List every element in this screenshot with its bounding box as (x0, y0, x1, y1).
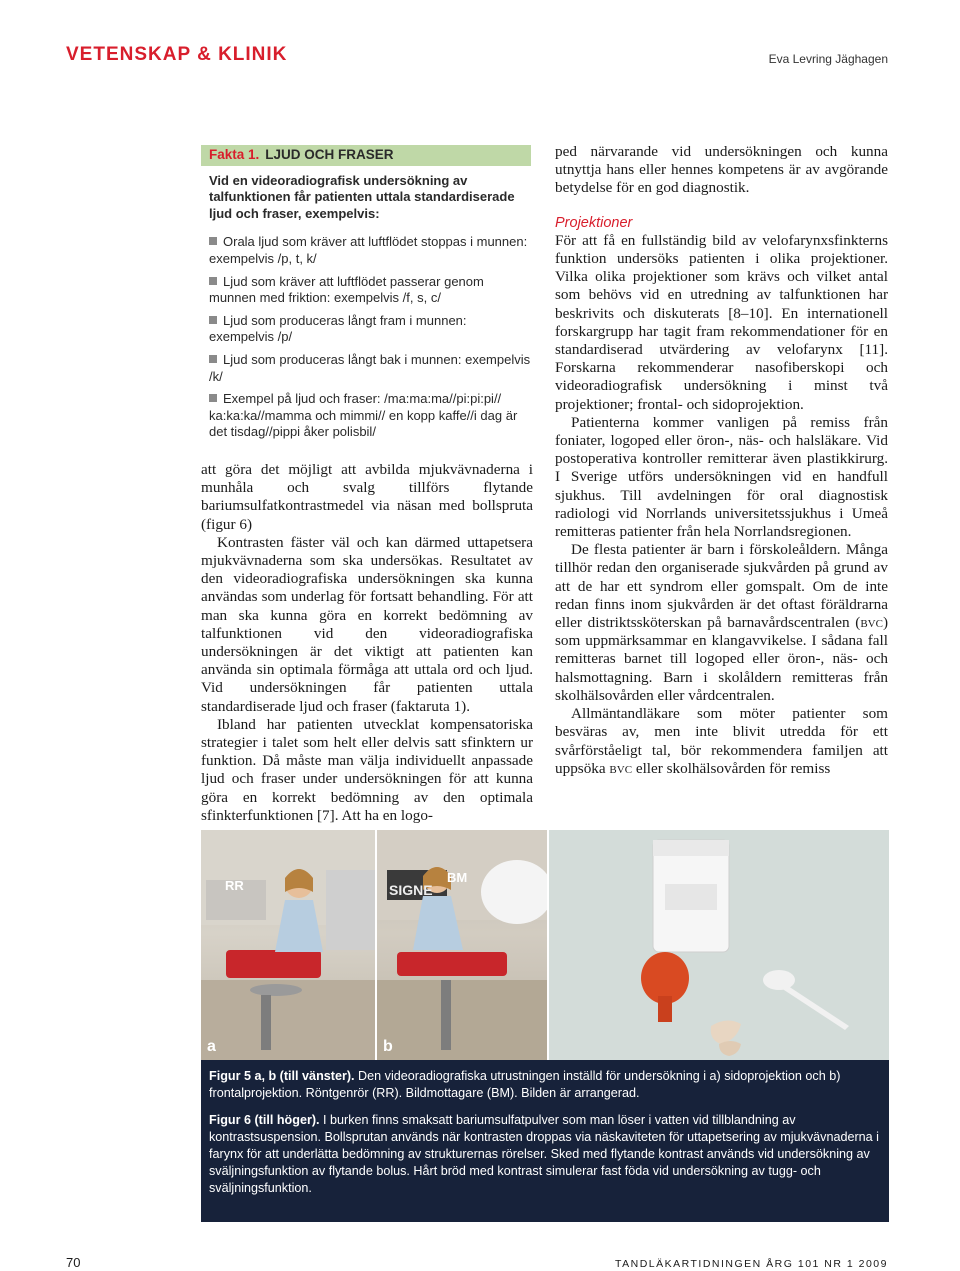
figure-area (201, 830, 889, 1222)
photo-side-projection-illustration (201, 830, 375, 1060)
list-item: Ljud som kräver att luftflödet passerar genom munnen med friktion: exempelvis /f, s, c/ (209, 273, 484, 306)
photo-contrast-materials (549, 830, 889, 1060)
body-column-left (201, 461, 533, 825)
photo-side-projection (201, 830, 375, 1060)
fact-box (201, 145, 531, 447)
section-title: VETENSKAP & KLINIK (66, 44, 288, 65)
list-item: Exempel på ljud och fraser: /ma:ma:ma//pi:pi:pi// ka:ka:ka//mamma och mimmi// en kopp kaffe//i dag är det tisdag//pippi åker polisbil/ (209, 391, 518, 440)
paragraph: Kontrasten fäster väl och kan därmed uttapetsera mjukvävnaderna som ska undersökas. Resultatet av den videoradiografiska undersökningen ska kunna användas som underlag för fortsatt behandling. För att man ska kunna göra en korrekt bedömning av talfunktionen vid den videoradiografiska undersökningen är det viktigt att patienten kan använda sin optimala förmåga att uttala ord och ljud. Vid undersökningen får patienten uttala standardiserade ljud och fraser (faktaruta 1). (201, 533, 533, 715)
label-bm: BM (447, 870, 468, 885)
figure-captions (201, 1060, 889, 1222)
list-item: Orala ljud som kräver att luftflödet stoppas i munnen: exempelvis /p, t, k/ (209, 234, 528, 266)
panel-letter-a: a (207, 1038, 216, 1055)
photo-contrast-materials-illustration (549, 830, 889, 1060)
bullet-square-icon (209, 355, 217, 363)
bullet-square-icon (209, 316, 217, 324)
panel-letter-b: b (383, 1038, 393, 1055)
fact-box-header (201, 145, 531, 166)
list-item: Ljud som produceras långt fram i munnen: exempelvis /p/ (209, 312, 467, 345)
abbreviation: bvc (860, 614, 883, 632)
bullet-square-icon (209, 277, 217, 285)
photo-front-projection (377, 830, 547, 1060)
fact-box-list (209, 234, 531, 441)
body-column-right (555, 143, 888, 778)
paragraph: Allmäntandläkare som möter patienter som besväras av, men inte blivit utredda för ett svårförståeligt tal, bör rekommendera familjen att uppsöka bvc eller skolhälsovården för remiss (555, 705, 888, 777)
paragraph: att göra det möjligt att avbilda mjukvävnaderna i munhåla och svalg tillförs flytande bariumsulfatkontrastmedel via näsan med bollspruta (figur 6) (201, 461, 533, 533)
paragraph: För att få en fullständig bild av velofarynxsfinkterns funktion undersöks patienten i olika projektioner. Vilka olika projektioner som krävs och vilket antal som behövs vid en utredning av talfunktionen har beskrivits och diskuterats [8–10]. En internationell forskargrupp har tagit fram rekommendationer för en standardiserad utvärdering av velofarynx [11]. Forskarna rekommenderar nasofiberskopi och videoradiografisk undersökning i minst två projektioner; frontal- och sidoprojektion. (555, 231, 888, 413)
subheading: Projektioner (555, 214, 633, 231)
abbreviation: bvc (609, 759, 633, 777)
label-rr: RR (225, 878, 244, 893)
paragraph: ped närvarande vid undersökningen och kunna utnyttja hans eller hennes kompetens är av avgörande betydelse för en god diagnostik. (555, 143, 888, 197)
fact-box-title: LJUD OCH FRASER (265, 147, 394, 162)
photo-front-projection-illustration (377, 830, 547, 1060)
bullet-square-icon (209, 394, 217, 402)
fact-box-intro: Vid en videoradiografisk undersökning av talfunktionen får patienten uttala standardiserade ljud och fraser, exempelvis: (209, 172, 515, 221)
caption-figure-5: Figur 5 a, b (till vänster). Den videoradiografiska utrustningen inställd för undersökning i a) sidoprojektion och b) frontalprojektion. Röntgenrör (RR). Bildmottagare (BM). Bilden är arrangerad. (209, 1069, 841, 1100)
list-item: Ljud som produceras långt bak i munnen: exempelvis /k/ (209, 351, 531, 384)
author-name: Eva Levring Jäghagen (768, 52, 888, 66)
paragraph: Ibland har patienten utvecklat kompensatoriska strategier i talet som helt eller delvis satt sfinktern ur funktion. Då måste man välja individuellt anpassade ljud och fraser under undersökningen för att kunna göra en korrekt bedömning av den optimala sfinkterfunktionen [7]. Att ha en logo- (201, 715, 533, 824)
paragraph: De flesta patienter är barn i förskoleåldern. Många tillhör redan den organiserade sjukvården på grund av att de har ett syndrom eller gomspalt. Om de inte redan finns inom sjukvården är det oftast föräldrarna eller distriktssköterskan på barnavårdscentralen (bvc) som uppmärksammar en klangavvikelse. I sådana fall remitteras barnet till logoped eller öron-, näs- och halsmottagning. Barn i skolåldern remitteras från skolhälsovården eller vårdcentralen. (555, 541, 888, 704)
page-number: 70 (66, 1255, 81, 1270)
paragraph: Patienterna kommer vanligen på remiss från foniater, logoped eller öron-, näs- och halsläkare. Vid postoperativa kontroller remitterar även plastikkirurg. I Sverige utförs undersökningen vid en handfull sjukhus. Till avdelningen för oral diagnostisk radiologi vid Norrlands universitetssjukhus i Umeå remitteras patienter från hela Norrlandsregionen. (555, 413, 888, 541)
bullet-square-icon (209, 237, 217, 245)
caption-figure-6: Figur 6 (till höger). I burken finns smaksatt bariumsulfatpulver som man löser i vatten vid tillblandning av kontrastsuspension. Bollsprutan används när kontrasten droppas via näskaviteten för uttapetsering av mjukvävnaderna i farynx för att underlätta bedömning av strukturernas rörelser. Sked med flytande kontrast används vid undersökning av sväljningsfunktion av flytande bolus. Hårt bröd med kontrast simulerar fast föda vid undersökning av tugg- och sväljningsfunktion. (209, 1113, 879, 1195)
journal-name: TANDLÄKARTIDNINGEN ÅRG 101 NR 1 2009 (614, 1258, 888, 1270)
fact-box-label: Fakta 1. (209, 147, 260, 162)
equipment-brand-text: SIGNE (389, 882, 433, 898)
